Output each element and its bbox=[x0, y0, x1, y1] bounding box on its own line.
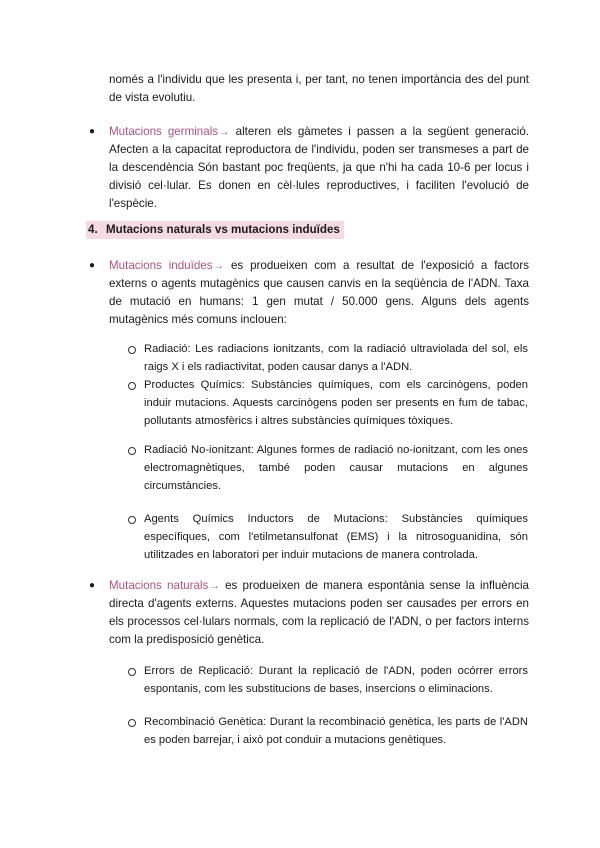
induced-item: Productes Químics: Substàncies químiques, com els carcinògens, poden induir mutacions. Aquests carcinògens poden ser presents en fum de tabac, pollutants atmosfèrics i altres substàncies químiques tòxiques. bbox=[144, 379, 528, 427]
intro-continuation: només a l'individu que les presenta i, per tant, no tenen importància des del punt de vista evolutiu. bbox=[109, 73, 529, 104]
circle-bullet-icon bbox=[128, 382, 136, 390]
circle-bullet-icon bbox=[128, 719, 136, 727]
natural-item: Recombinació Genètica: Durant la recombinació genètica, les parts de l'ADN es poden barrejar, i això pot conduir a mutacions genètiques. bbox=[144, 716, 528, 746]
germinal-term: Mutacions germinals→ bbox=[109, 125, 230, 138]
induced-term: Mutacions induïdes→ bbox=[109, 259, 225, 272]
circle-bullet-icon bbox=[128, 516, 136, 524]
section-title: Mutacions naturals vs mutacions induïdes bbox=[106, 223, 340, 236]
bullet-icon: ● bbox=[89, 260, 96, 271]
germinal-text: alteren els gàmetes i passen a la següent generació. Afecten a la capacitat reproductora de l'individu, poden ser transmeses a part de la descendència Són bastant poc freqüents, ja que n'hi ha cada 10-6 per locus i divisió cel·lular. Es donen en cèl·lules reproductives, i faciliten l'evolució de l'espècie. bbox=[109, 125, 529, 210]
natural-term: Mutacions naturals→ bbox=[109, 579, 220, 592]
natural-paragraph bbox=[109, 577, 529, 649]
section-number: 4. bbox=[88, 223, 98, 236]
natural-text: es produeixen de manera espontània sense la influència directa d'agents externs. Aquestes mutacions poden ser causades per errors en els processos cel·lulars normals, com la replicació de l'ADN, o per factors interns com la predisposició genètica. bbox=[109, 579, 530, 646]
bullet-icon: ● bbox=[89, 580, 96, 591]
circle-bullet-icon bbox=[128, 346, 136, 354]
induced-text: es produeixen com a resultat de l'exposició a factors externs o agents mutagènics que causen canvis en la seqüència de l'ADN. Taxa de mutació en humans: 1 gen mutat / 50.000 gens. Alguns dels agents mutagènics més comuns inclouen: bbox=[109, 259, 529, 326]
induced-item: Radiació No-ionitzant: Algunes formes de radiació no-ionitzant, com les ones electromagnètiques, també poden causar mutacions en algunes circumstàncies. bbox=[144, 444, 528, 492]
circle-bullet-icon bbox=[128, 447, 136, 455]
natural-item: Errors de Replicació: Durant la replicació de l'ADN, poden ocórrer errors espontanis, com les substitucions de bases, insercions o eliminacions. bbox=[144, 665, 528, 695]
circle-bullet-icon bbox=[128, 668, 136, 676]
induced-item: Agents Químics Inductors de Mutacions: Substàncies químiques específiques, com l'etilmetansulfonat (EMS) i la nitrosoguanidina, són utilitzades en laboratori per induir mutacions de manera controlada. bbox=[144, 513, 528, 561]
bullet-icon: ● bbox=[89, 126, 96, 137]
germinal-paragraph bbox=[109, 123, 529, 213]
induced-paragraph bbox=[109, 257, 529, 329]
section-heading bbox=[86, 221, 344, 239]
induced-item: Radiació: Les radiacions ionitzants, com la radiació ultraviolada del sol, els raigs X i els radiactivitat, poden causar danys a l'ADN. bbox=[144, 343, 528, 373]
